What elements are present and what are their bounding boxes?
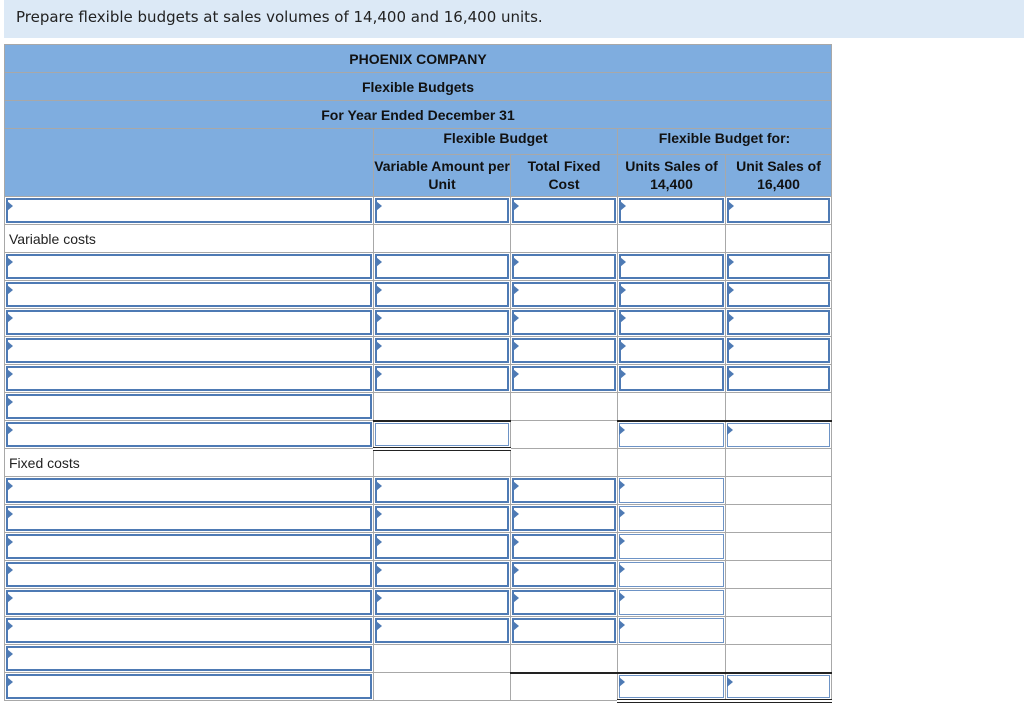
row-label-dropdown[interactable] <box>6 198 372 223</box>
variable-cost-label-dropdown[interactable] <box>6 310 372 335</box>
table-row <box>5 645 832 673</box>
table-row <box>5 225 832 253</box>
budget-14400-input[interactable] <box>619 366 724 391</box>
budget-16400-input[interactable] <box>727 338 830 363</box>
header-flexible-budget: Flexible Budget <box>374 129 618 155</box>
table-row <box>5 253 832 281</box>
fixed-cost-label-dropdown[interactable] <box>6 506 372 531</box>
total-fixed-input[interactable] <box>512 366 616 391</box>
var-per-unit-input[interactable] <box>375 198 509 223</box>
table-row <box>5 449 832 477</box>
var-per-unit-input[interactable] <box>375 366 509 391</box>
fixed-cost-label-dropdown[interactable] <box>6 618 372 643</box>
total-fixed-input[interactable] <box>512 590 616 615</box>
budget-14400-input[interactable] <box>619 338 724 363</box>
budget-16400-input[interactable] <box>727 366 830 391</box>
var-per-unit-cell <box>374 197 511 225</box>
var-per-unit-input[interactable] <box>375 282 509 307</box>
header-unit-sales-16400: Unit Sales of 16,400 <box>726 155 832 197</box>
table-row <box>5 281 832 309</box>
budget-14400-input[interactable] <box>619 198 724 223</box>
total-fixed-input[interactable] <box>512 478 616 503</box>
budget-16400-input[interactable] <box>727 254 830 279</box>
header-blank <box>5 129 374 197</box>
var-per-unit-input[interactable] <box>375 562 509 587</box>
var-per-unit-input[interactable] <box>375 534 509 559</box>
total-fixed-input[interactable] <box>512 562 616 587</box>
var-per-unit-input[interactable] <box>375 506 509 531</box>
budget-16400-cell <box>726 197 832 225</box>
table-row <box>5 617 832 645</box>
total-fixed-input[interactable] <box>512 254 616 279</box>
variable-costs-label: Variable costs <box>5 225 374 253</box>
budget-14400-input[interactable] <box>619 282 724 307</box>
variable-cost-label-dropdown[interactable] <box>6 254 372 279</box>
total-fixed-input[interactable] <box>512 282 616 307</box>
var-per-unit-input[interactable] <box>375 590 509 615</box>
table-row <box>5 561 832 589</box>
table-row <box>5 477 832 505</box>
flexible-budget-table <box>4 44 832 703</box>
budget-14400-input[interactable] <box>619 423 724 448</box>
budget-14400-input[interactable] <box>619 590 724 615</box>
total-variable-costs-label-dropdown[interactable] <box>6 394 372 419</box>
var-per-unit-input[interactable] <box>375 423 509 446</box>
budget-14400-input[interactable] <box>619 254 724 279</box>
header-total-fixed-cost: Total Fixed Cost <box>511 155 618 197</box>
budget-16400-input[interactable] <box>727 310 830 335</box>
total-fixed-input[interactable] <box>512 198 616 223</box>
budget-14400-cell <box>618 197 726 225</box>
instructions-text: Prepare flexible budgets at sales volumes of 14,400 and 16,400 units. <box>16 8 543 26</box>
budget-14400-input[interactable] <box>619 506 724 531</box>
contribution-margin-label-dropdown[interactable] <box>6 422 372 447</box>
fixed-costs-label: Fixed costs <box>5 449 374 477</box>
variable-cost-label-dropdown[interactable] <box>6 366 372 391</box>
var-per-unit-input[interactable] <box>375 310 509 335</box>
budget-16400-input[interactable] <box>727 198 830 223</box>
company-name: PHOENIX COMPANY <box>5 45 832 73</box>
total-fixed-input[interactable] <box>512 534 616 559</box>
table-row <box>5 197 832 225</box>
statement-title: Flexible Budgets <box>5 73 832 101</box>
row-label-cell <box>5 197 374 225</box>
budget-14400-input[interactable] <box>619 534 724 559</box>
table-row <box>5 393 832 421</box>
fixed-cost-label-dropdown[interactable] <box>6 534 372 559</box>
fixed-cost-label-dropdown[interactable] <box>6 590 372 615</box>
var-per-unit-input[interactable] <box>375 618 509 643</box>
total-fixed-costs-label-dropdown[interactable] <box>6 646 372 671</box>
budget-14400-input[interactable] <box>619 562 724 587</box>
budget-16400-input[interactable] <box>727 675 830 698</box>
table-row <box>5 673 832 701</box>
var-per-unit-input[interactable] <box>375 478 509 503</box>
budget-14400-input[interactable] <box>619 618 724 643</box>
total-fixed-input[interactable] <box>512 338 616 363</box>
budget-16400-input[interactable] <box>727 282 830 307</box>
income-label-dropdown[interactable] <box>6 674 372 699</box>
variable-cost-label-dropdown[interactable] <box>6 282 372 307</box>
budget-16400-input[interactable] <box>727 423 830 448</box>
instructions-banner <box>4 0 1024 38</box>
period-title: For Year Ended December 31 <box>5 101 832 129</box>
budget-14400-input[interactable] <box>619 478 724 503</box>
table-row <box>5 533 832 561</box>
table-row <box>5 505 832 533</box>
header-variable-amount-per-unit: Variable Amount per Unit <box>374 155 511 197</box>
table-row <box>5 337 832 365</box>
fixed-cost-label-dropdown[interactable] <box>6 562 372 587</box>
budget-14400-input[interactable] <box>619 675 724 698</box>
table-row <box>5 589 832 617</box>
table-row <box>5 421 832 449</box>
total-fixed-cell <box>511 197 618 225</box>
total-fixed-input[interactable] <box>512 310 616 335</box>
table-row <box>5 309 832 337</box>
fixed-cost-label-dropdown[interactable] <box>6 478 372 503</box>
var-per-unit-input[interactable] <box>375 254 509 279</box>
header-units-sales-14400: Units Sales of 14,400 <box>618 155 726 197</box>
variable-cost-label-dropdown[interactable] <box>6 338 372 363</box>
total-fixed-input[interactable] <box>512 506 616 531</box>
var-per-unit-input[interactable] <box>375 338 509 363</box>
header-flexible-budget-for: Flexible Budget for: <box>618 129 832 155</box>
table-row <box>5 365 832 393</box>
budget-14400-input[interactable] <box>619 310 724 335</box>
total-fixed-input[interactable] <box>512 618 616 643</box>
